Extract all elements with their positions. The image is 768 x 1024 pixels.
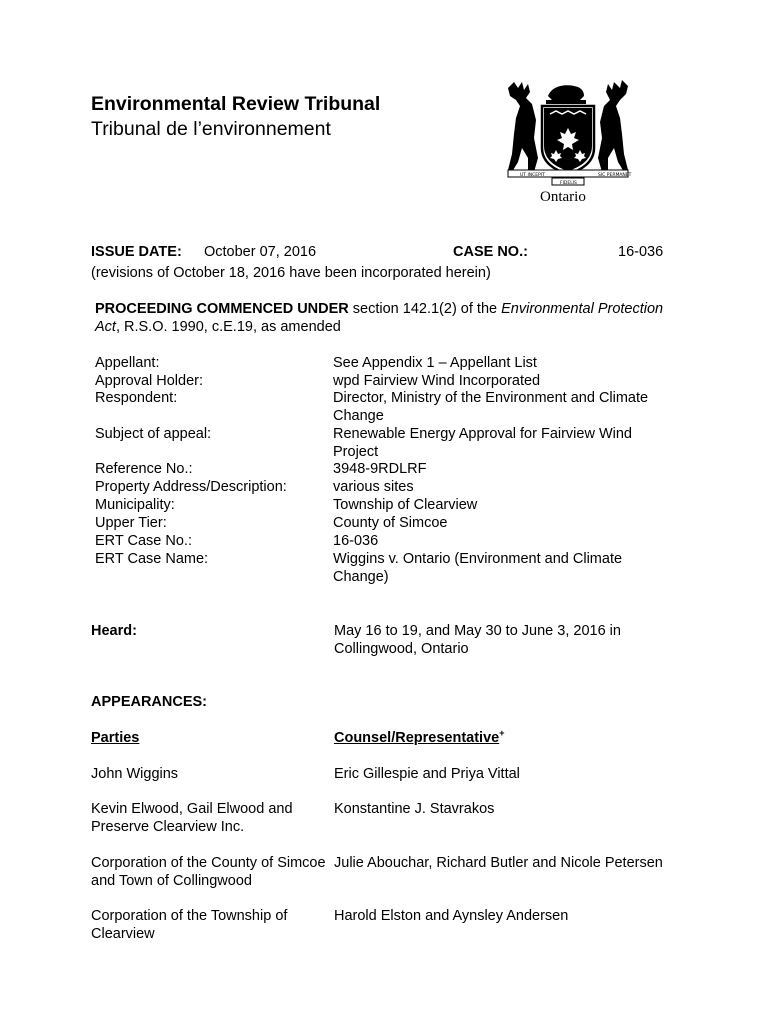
counsel-name: Julie Abouchar, Richard Butler and Nicole Petersen — [334, 855, 663, 871]
party-name: Corporation of the County of Simcoe and Town of Collingwood — [91, 855, 326, 889]
detail-value: wpd Fairview Wind Incorporated — [333, 373, 541, 389]
detail-label: ERT Case Name: — [95, 551, 209, 567]
detail-value: See Appendix 1 – Appellant List — [333, 355, 537, 371]
detail-label: Property Address/Description: — [95, 479, 287, 495]
heard-label: Heard: — [91, 623, 137, 639]
detail-value: County of Simcoe — [333, 515, 448, 531]
tribunal-title-fr: Tribunal de l’environnement — [91, 118, 331, 140]
heard-value: May 16 to 19, and May 30 to June 3, 2016 in Collingwood, Ontario — [334, 623, 621, 657]
detail-label: Subject of appeal: — [95, 426, 212, 442]
revisions-note: (revisions of October 18, 2016 have been incorporated herein) — [91, 265, 491, 281]
detail-value: 16-036 — [333, 533, 379, 549]
svg-text:UT INCEPIT: UT INCEPIT — [520, 173, 545, 178]
party-name: Kevin Elwood, Gail Elwood and Preserve Clearview Inc. — [91, 801, 293, 835]
appearances-heading: APPEARANCES: — [91, 694, 208, 710]
detail-label: Appellant: — [95, 355, 160, 371]
case-no: 16-036 — [618, 244, 664, 260]
svg-text:FIDELIS: FIDELIS — [560, 181, 577, 186]
detail-value: Township of Clearview — [333, 497, 478, 513]
counsel-column-header: Counsel/Representative+ — [334, 728, 505, 746]
case-no-label: CASE NO.: — [453, 244, 528, 260]
tribunal-title-en: Environmental Review Tribunal — [91, 93, 381, 115]
proceeding-statement-cont: Act, R.S.O. 1990, c.E.19, as amended — [95, 319, 341, 335]
counsel-name: Konstantine J. Stavrakos — [334, 801, 495, 817]
party-name: John Wiggins — [91, 766, 179, 782]
detail-value: Director, Ministry of the Environment and Climate Change — [333, 390, 649, 424]
detail-label: Municipality: — [95, 497, 175, 513]
parties-column-header: Parties — [91, 730, 140, 746]
detail-label: Approval Holder: — [95, 373, 203, 389]
ontario-coat-of-arms-logo — [500, 78, 636, 206]
counsel-name: Harold Elston and Aynsley Andersen — [334, 908, 569, 924]
detail-value: Renewable Energy Approval for Fairview Wind Project — [333, 426, 632, 460]
detail-label: Reference No.: — [95, 461, 193, 477]
detail-value: Wiggins v. Ontario (Environment and Climate Change) — [333, 551, 623, 585]
party-name: Corporation of the Township of Clearview — [91, 908, 288, 942]
issue-date: October 07, 2016 — [204, 244, 317, 260]
counsel-name: Eric Gillespie and Priya Vittal — [334, 766, 520, 782]
proceeding-statement: PROCEEDING COMMENCED UNDER section 142.1(2) of the Environmental Protection — [95, 301, 664, 317]
svg-text:Ontario: Ontario — [540, 189, 586, 205]
issue-date-label: ISSUE DATE: — [91, 244, 182, 260]
svg-text:SIC PERMANET: SIC PERMANET — [598, 173, 632, 178]
detail-label: Respondent: — [95, 390, 178, 406]
detail-value: various sites — [333, 479, 414, 495]
detail-value: 3948-9RDLRF — [333, 461, 427, 477]
detail-label: Upper Tier: — [95, 515, 167, 531]
detail-label: ERT Case No.: — [95, 533, 192, 549]
